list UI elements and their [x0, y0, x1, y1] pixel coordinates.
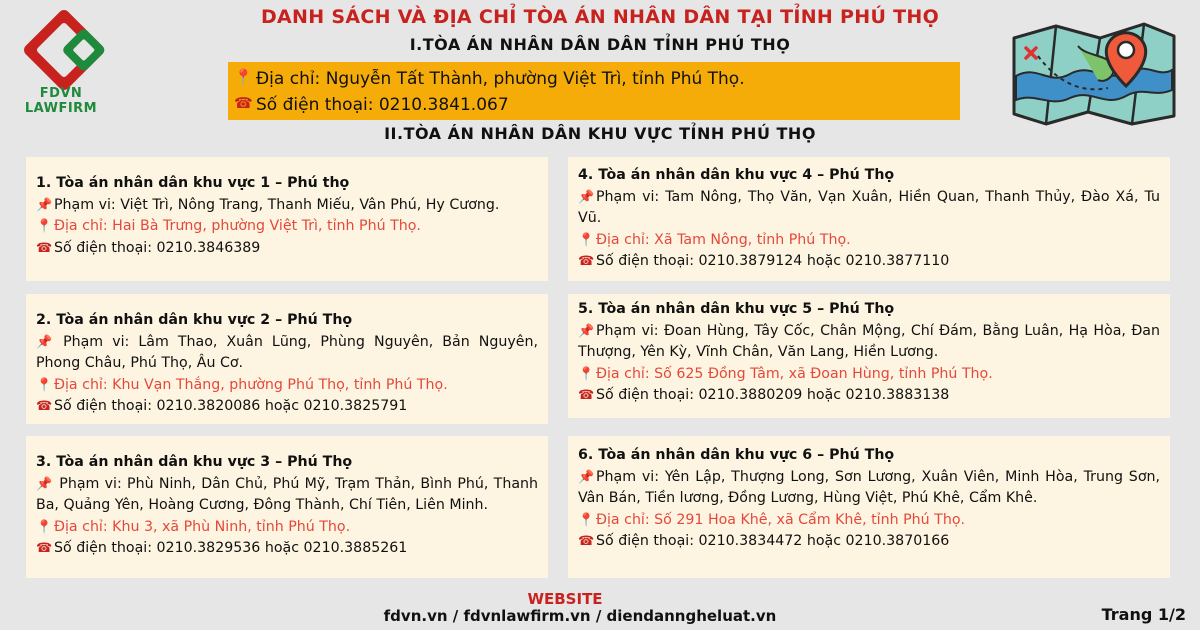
telephone-icon: ☎: [578, 388, 595, 403]
court-address: Địa chỉ: Xã Tam Nông, tỉnh Phú Thọ.: [596, 231, 851, 248]
court-card: [26, 436, 548, 578]
round-pin-icon: 📍: [578, 232, 595, 248]
website-links: fdvn.vn / fdvnlawfirm.vn / diendanngheluat.vn: [383, 607, 777, 625]
court-title: 1. Tòa án nhân dân khu vực 1 – Phú thọ: [36, 175, 350, 191]
telephone-icon: ☎: [578, 534, 595, 549]
court-address: Địa chỉ: Số 625 Đồng Tâm, xã Đoan Hùng, tỉnh Phú Thọ.: [596, 365, 993, 382]
court-scope: Phạm vi: Việt Trì, Nông Trang, Thanh Miếu, Vân Phú, Hy Cương.: [54, 196, 500, 213]
court-scope: Phạm vi: Lâm Thao, Xuân Lũng, Phùng Nguyên, Bản Nguyên, Phong Châu, Phú Thọ, Âu Cơ.: [36, 333, 538, 371]
telephone-icon: ☎: [578, 254, 595, 269]
round-pin-icon: 📍: [36, 519, 53, 535]
pushpin-icon: 📌: [578, 323, 595, 339]
court-card: [568, 157, 1170, 281]
provincial-court-address: Địa chỉ: Nguyễn Tất Thành, phường Việt Trì, tỉnh Phú Thọ.: [256, 69, 745, 89]
court-address: Địa chỉ: Hai Bà Trưng, phường Việt Trì, tỉnh Phú Thọ.: [54, 218, 421, 234]
court-phone: Số điện thoại: 0210.3879124 hoặc 0210.3877110: [596, 253, 950, 269]
section-1-title: I.TÒA ÁN NHÂN DÂN DÂN TỈNH PHÚ THỌ: [409, 35, 791, 54]
pushpin-icon: 📌: [36, 476, 53, 492]
court-scope: Phạm vi: Tam Nông, Thọ Văn, Vạn Xuân, Hiền Quan, Thanh Thủy, Đào Xá, Tu Vũ.: [578, 188, 1160, 226]
round-pin-icon: 📍: [234, 69, 253, 86]
provincial-court-box: [228, 62, 960, 120]
pushpin-icon: 📌: [578, 189, 595, 205]
round-pin-icon: 📍: [578, 512, 595, 528]
round-pin-icon: 📍: [36, 377, 53, 393]
court-title: 4. Tòa án nhân dân khu vực 4 – Phú Thọ: [578, 167, 895, 183]
pushpin-icon: 📌: [36, 334, 53, 350]
map-illustration-icon: [1008, 16, 1180, 126]
court-phone: Số điện thoại: 0210.3880209 hoặc 0210.3883138: [596, 387, 950, 403]
court-address: Địa chỉ: Khu 3, xã Phù Ninh, tỉnh Phú Thọ.: [54, 518, 351, 535]
round-pin-icon: 📍: [36, 219, 53, 234]
court-title: 3. Tòa án nhân dân khu vực 3 – Phú Thọ: [36, 454, 353, 470]
logo-text: FDVN LAWFIRM: [24, 86, 98, 116]
court-phone: Số điện thoại: 0210.3829536 hoặc 0210.3885261: [54, 540, 408, 556]
court-address: Địa chỉ: Số 291 Hoa Khê, xã Cẩm Khê, tỉnh Phú Thọ.: [596, 511, 966, 528]
pushpin-icon: 📌: [36, 197, 53, 213]
telephone-icon: ☎: [36, 240, 53, 256]
section-2-title: II.TÒA ÁN NHÂN DÂN KHU VỰC TỈNH PHÚ THỌ: [384, 124, 816, 143]
telephone-icon: ☎: [36, 399, 53, 414]
court-title: 5. Tòa án nhân dân khu vực 5 – Phú Thọ: [578, 301, 895, 317]
telephone-icon: ☎: [36, 541, 53, 556]
court-title: 2. Tòa án nhân dân khu vực 2 – Phú Thọ: [36, 312, 353, 328]
court-title: 6. Tòa án nhân dân khu vực 6 – Phú Thọ: [578, 447, 895, 463]
court-scope: Phạm vi: Đoan Hùng, Tây Cốc, Chân Mộng, Chí Đám, Bằng Luân, Hạ Hòa, Đan Thượng, Yên Kỳ, Vĩnh Chân, Văn Lang, Hiền Lương.: [578, 322, 1160, 360]
court-scope: Phạm vi: Phù Ninh, Dân Chủ, Phú Mỹ, Trạm Thản, Bình Phú, Thanh Ba, Quảng Yên, Hoàng Cương, Đông Thành, Chí Tiên, Liên Minh.: [36, 475, 538, 513]
page-title: DANH SÁCH VÀ ĐỊA CHỈ TÒA ÁN NHÂN DÂN TẠI TỈNH PHÚ THỌ: [260, 6, 940, 28]
provincial-court-phone: Số điện thoại: 0210.3841.067: [256, 95, 509, 115]
court-phone: Số điện thoại: 0210.3846389: [54, 239, 261, 256]
court-card: [26, 157, 548, 281]
round-pin-icon: 📍: [578, 366, 595, 382]
court-address: Địa chỉ: Khu Vạn Thắng, phường Phú Thọ, tỉnh Phú Thọ.: [54, 376, 448, 393]
website-label: WEBSITE: [527, 590, 603, 608]
court-phone: Số điện thoại: 0210.3820086 hoặc 0210.3825791: [54, 398, 408, 414]
court-card: [26, 294, 548, 424]
pushpin-icon: 📌: [578, 469, 595, 485]
page-indicator: Trang 1/2: [1101, 605, 1186, 624]
telephone-icon: ☎: [234, 95, 253, 112]
court-card: [568, 294, 1170, 418]
court-card: [568, 436, 1170, 578]
court-phone: Số điện thoại: 0210.3834472 hoặc 0210.3870166: [596, 533, 950, 549]
court-scope: Phạm vi: Yên Lập, Thượng Long, Sơn Lương, Xuân Viên, Minh Hòa, Trung Sơn, Vân Bán, Tiền lương, Đồng Lương, Hùng Việt, Phú Khê, Cẩm Khê.: [578, 468, 1160, 506]
